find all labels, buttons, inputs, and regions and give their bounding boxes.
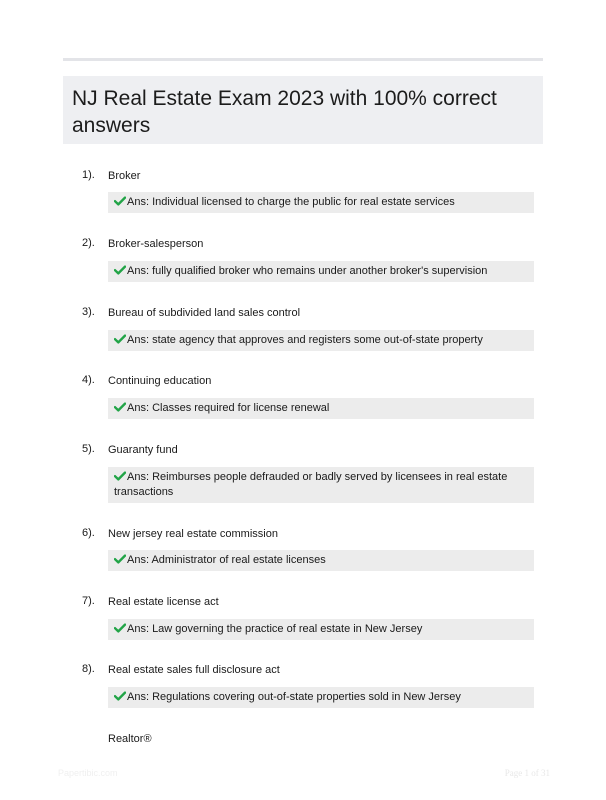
question-text: Bureau of subdivided land sales control: [108, 307, 301, 319]
question-number: 7).: [82, 595, 95, 607]
question-number: 5).: [82, 443, 95, 455]
answer-box: [108, 330, 534, 351]
question-number: 1).: [82, 169, 95, 181]
title-banner: [63, 76, 543, 144]
check-icon: [114, 471, 126, 481]
answer-box: [108, 261, 534, 282]
question-number: 8).: [82, 663, 95, 675]
check-icon: [114, 402, 126, 412]
answer-box: [108, 398, 534, 419]
top-divider: [63, 58, 543, 61]
question-text: New jersey real estate commission: [108, 528, 278, 540]
answer-box: [108, 467, 534, 503]
check-icon: [114, 623, 126, 633]
check-icon: [114, 554, 126, 564]
question-text: Continuing education: [108, 375, 212, 387]
footer-page-number: Page 1 of 31: [504, 768, 550, 778]
question-number: 2).: [82, 237, 95, 249]
question-text: Broker-salesperson: [108, 238, 204, 250]
answer-text: Ans: state agency that approves and registers some out-of-state property: [127, 334, 483, 346]
footer-site-watermark: Papertibic.com: [58, 768, 118, 778]
answer-text: Ans: Classes required for license renewal: [127, 402, 330, 414]
answer-box: [108, 550, 534, 571]
check-icon: [114, 691, 126, 701]
check-icon: [114, 265, 126, 275]
answer-box: [108, 619, 534, 640]
answer-text: Ans: fully qualified broker who remains under another broker's supervision: [127, 265, 488, 277]
question-text: Guaranty fund: [108, 444, 178, 456]
answer-text: Ans: Administrator of real estate licenses: [127, 554, 326, 566]
question-text: Broker: [108, 170, 141, 182]
answer-text: Ans: Reimburses people defrauded or badly served by licensees in real estate transactions: [114, 471, 508, 498]
check-icon: [114, 196, 126, 206]
question-text: Real estate sales full disclosure act: [108, 664, 280, 676]
answer-box: [108, 192, 534, 213]
question-text: Realtor®: [108, 733, 152, 745]
answer-text: Ans: Regulations covering out-of-state properties sold in New Jersey: [127, 691, 461, 703]
question-text: Real estate license act: [108, 596, 219, 608]
check-icon: [114, 334, 126, 344]
question-number: 4).: [82, 374, 95, 386]
question-number: 3).: [82, 306, 95, 318]
document-title: NJ Real Estate Exam 2023 with 100% correct answers: [72, 87, 497, 137]
answer-box: [108, 687, 534, 708]
question-number: 6).: [82, 527, 95, 539]
answer-text: Ans: Law governing the practice of real estate in New Jersey: [127, 623, 423, 635]
answer-text: Ans: Individual licensed to charge the public for real estate services: [127, 196, 455, 208]
